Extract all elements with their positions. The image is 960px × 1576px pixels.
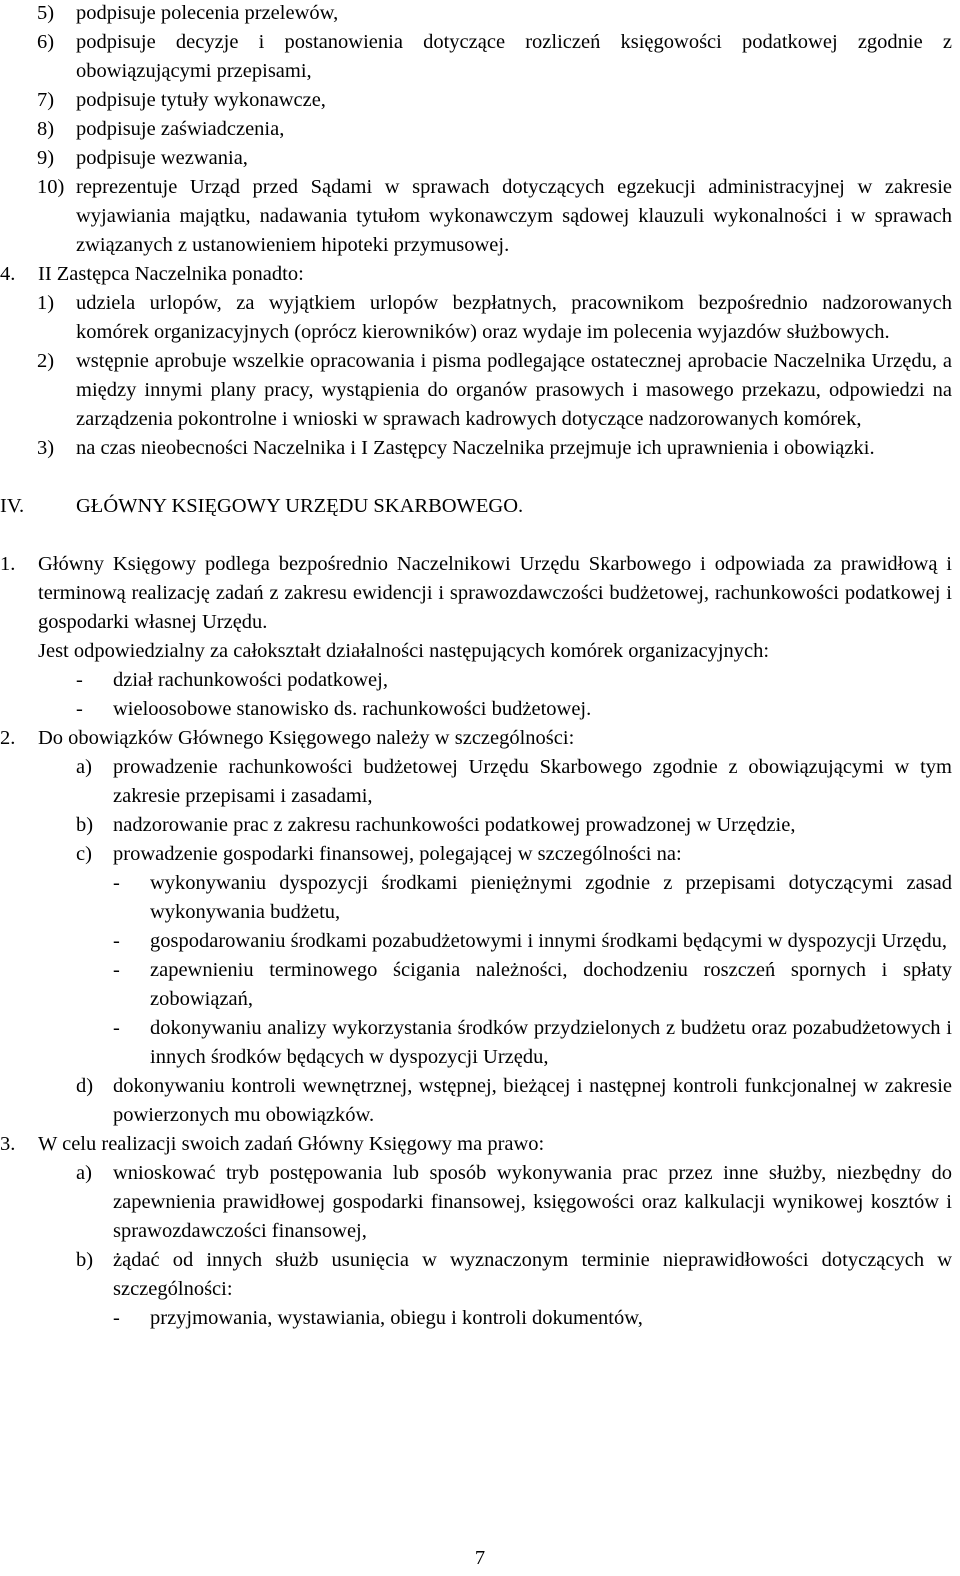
point-4 [0,260,952,289]
paragraph-2-item-a [76,753,952,811]
list-letter: a) [76,1162,92,1184]
paragraph-3-item-b [76,1246,952,1304]
dash-marker: - [113,872,120,894]
dash-marker: - [76,698,83,720]
point-4-item-2 [37,347,952,434]
list-letter: b) [76,1249,94,1271]
point-4-item-3 [37,434,952,463]
list-letter: b) [76,814,94,836]
point-4-item-1 [37,289,952,347]
list-number: 7) [37,89,55,111]
paragraph-text: W celu realizacji swoich zadań Główny Księgowy ma prawo: [38,1133,545,1155]
dash-text: dział rachunkowości podatkowej, [113,669,388,691]
dash-text: gospodarowaniu środkami pozabudżetowymi i innymi środkami będącymi w dyspozycji Urzędu, [150,930,948,952]
dash-marker: - [113,1017,120,1039]
paragraph-1-continuation: Jest odpowiedzialny za całokształt działalności następujących komórek organizacyjnych: [38,640,770,662]
dash-item [113,1304,952,1333]
list-number: 2) [37,350,55,372]
paragraph-2-item-d [76,1072,952,1130]
list-text: podpisuje polecenia przelewów, [76,2,339,24]
dash-item [113,927,952,956]
list-text: żądać od innych służb usunięcia w wyznaczonym terminie nieprawidłowości dotyczących w szczególności: [113,1249,952,1300]
paragraph-number: 1. [0,553,16,575]
list-number: 5) [37,2,55,24]
list-number: 6) [37,31,55,53]
list-item-8 [37,115,952,144]
list-letter: c) [76,843,92,865]
paragraph-number: 3. [0,1133,16,1155]
list-text: reprezentuje Urząd przed Sądami w sprawach dotyczących egzekucji administracyjnej w zakresie wyjawiania majątku, nadawania tytułom wykonawczym sądowej klauzuli wykonalności i w sprawach związanych z ustanowieniem hipoteki przymusowej. [76,176,952,256]
list-number: 8) [37,118,55,140]
dash-item [113,1014,952,1072]
paragraph-1 [0,550,952,637]
dash-item [76,666,952,695]
dash-text: wieloosobowe stanowisko ds. rachunkowości budżetowej. [113,698,592,720]
list-text: wstępnie aprobuje wszelkie opracowania i pisma podlegające ostatecznej aprobacie Naczelnika Urzędu, a między innymi plany pracy, wystąpienia do organów prasowych i masowego przekazu, odpowiedzi na zarządzenia pokontrolne i wnioski w sprawach kadrowych dotyczące nadzorowanych komórek, [76,350,952,430]
section-title: GŁÓWNY KSIĘGOWY URZĘDU SKARBOWEGO. [76,495,524,517]
list-text: podpisuje decyzje i postanowienia dotyczące rozliczeń księgowości podatkowej zgodnie z obowiązującymi przepisami, [76,31,952,82]
paragraph-3-item-a [76,1159,952,1246]
section-number: IV. [0,495,25,517]
list-text: podpisuje zaświadczenia, [76,118,285,140]
list-text: dokonywaniu kontroli wewnętrznej, wstępnej, bieżącej i następnej kontroli funkcjonalnej w zakresie powierzonych mu obowiązków. [113,1075,952,1126]
list-text: na czas nieobecności Naczelnika i I Zastępcy Naczelnika przejmuje ich uprawnienia i obowiązki. [76,437,875,459]
list-number: 9) [37,147,55,169]
list-number: 10) [37,176,65,198]
list-letter: a) [76,756,92,778]
dash-text: przyjmowania, wystawiania, obiegu i kontroli dokumentów, [150,1307,643,1329]
page-number: 7 [474,1547,486,1569]
dash-item [113,956,952,1014]
paragraph-text: Główny Księgowy podlega bezpośrednio Naczelnikowi Urzędu Skarbowego i odpowiada za prawidłową i terminową realizację zadań z zakresu ewidencji i sprawozdawczości budżetowej, rachunkowości podatkowej i gospodarki własnej Urzędu. [38,553,952,633]
list-number: 3) [37,437,55,459]
paragraph-3 [0,1130,952,1159]
list-text: prowadzenie rachunkowości budżetowej Urzędu Skarbowego zgodnie z obowiązującymi w tym zakresie przepisami i zasadami, [113,756,952,807]
list-text: nadzorowanie prac z zakresu rachunkowości podatkowej prowadzonej w Urzędzie, [113,814,796,836]
dash-text: wykonywaniu dyspozycji środkami pieniężnymi zgodnie z przepisami dotyczącymi zasad wykonywania budżetu, [150,872,952,923]
dash-text: dokonywaniu analizy wykorzystania środków przydzielonych z budżetu oraz pozabudżetowych i innych środków będących w dyspozycji Urzędu, [150,1017,952,1068]
list-item-9 [37,144,952,173]
dash-text: zapewnieniu terminowego ścigania należności, dochodzeniu roszczeń spornych i spłaty zobowiązań, [150,959,952,1010]
list-text: podpisuje wezwania, [76,147,248,169]
paragraph-number: 2. [0,727,16,749]
list-item-5 [37,0,952,28]
point-text: II Zastępca Naczelnika ponadto: [38,263,304,285]
dash-marker: - [76,669,83,691]
list-number: 1) [37,292,55,314]
paragraph-2-item-b [76,811,952,840]
paragraph-text: Do obowiązków Głównego Księgowego należy w szczególności: [38,727,575,749]
list-text: wnioskować tryb postępowania lub sposób wykonywania prac przez inne służby, niezbędny do zapewnienia prawidłowej gospodarki finansowej, księgowości oraz kalkulacji wynikowej kosztów i sprawozdawczości finansowej, [113,1162,952,1242]
paragraph-2-item-c [76,840,952,869]
dash-item [76,695,952,724]
list-text: udziela urlopów, za wyjątkiem urlopów bezpłatnych, pracownikom bezpośrednio nadzorowanych komórek organizacyjnych (oprócz kierowników) oraz wydaje im polecenia wyjazdów służbowych. [76,292,952,343]
list-text: podpisuje tytuły wykonawcze, [76,89,326,111]
dash-marker: - [113,930,120,952]
section-heading [0,492,960,521]
point-number: 4. [0,263,16,285]
list-item-7 [37,86,952,115]
list-item-10 [37,173,952,260]
paragraph-2 [0,724,952,753]
list-item-6 [37,28,952,86]
dash-item [113,869,952,927]
dash-marker: - [113,959,120,981]
list-text: prowadzenie gospodarki finansowej, polegającej w szczególności na: [113,843,682,865]
list-letter: d) [76,1075,94,1097]
dash-marker: - [113,1307,120,1329]
